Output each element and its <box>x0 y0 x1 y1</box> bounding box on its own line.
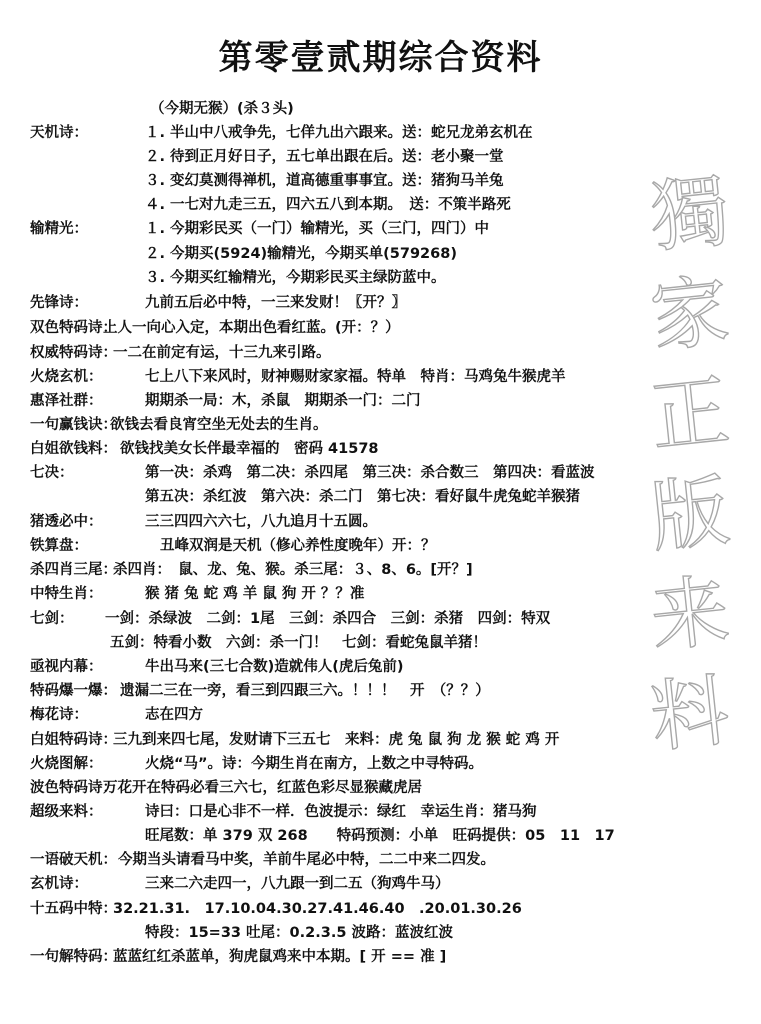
row-label: 杀四肖三尾： <box>30 562 117 578</box>
content-row <box>30 317 400 339</box>
row-text: ３. 今期买红输精光，今期彩民买主绿防蓝中。 <box>145 270 446 286</box>
row-label: 亟视内幕： <box>30 659 103 675</box>
content-row <box>30 801 537 823</box>
row-label: 波色特码诗： <box>30 780 117 796</box>
row-label: 一语破天机： <box>30 852 117 868</box>
row-text: 牛出马来(三七合数)造就伟人(虎后兔前) <box>145 659 404 675</box>
row-text: ２. 待到正月好日子，五七单出跟在后。送：老小聚一堂 <box>145 149 504 165</box>
row-text: 杀四肖： 鼠、龙、兔、猴。杀三尾：３、8、6。[开？] <box>113 562 473 578</box>
row-label: 中特生肖： <box>30 586 103 602</box>
row-label: 七决： <box>30 465 74 481</box>
content-row <box>30 535 436 557</box>
row-text: １. 半山中八戒争先，七佯九出六跟来。送：蛇兄龙弟玄机在 <box>145 125 533 141</box>
row-text: ３. 变幻莫测得禅机，道高德重事事宜。送：猪狗马羊兔 <box>145 173 504 189</box>
row-text: 旺尾数：单 379 双 268 特码预测：小单 旺码提供：05 11 17 <box>145 828 615 844</box>
content-row <box>30 704 203 726</box>
subtitle: （今期无猴）(杀３头) <box>150 101 294 117</box>
row-text: 上人一向心入定，本期出色看红蓝。(开：？） <box>103 320 400 336</box>
content-row <box>30 342 331 364</box>
row-text: 三三四四六六七，八九追月十五圆。 <box>145 514 377 530</box>
row-label: 一句解特码： <box>30 949 117 965</box>
content-row <box>30 511 377 533</box>
row-text: 期期杀一局：木，杀鼠 期期杀一门：二门 <box>145 393 421 409</box>
content-row <box>30 777 422 799</box>
content-row <box>30 946 447 968</box>
content-row <box>30 414 328 436</box>
page-title: 第零壹贰期综合资料 <box>218 38 543 78</box>
row-text: 第五决：杀红波 第六决：杀二门 第七决：看好鼠牛虎兔蛇羊猴猪 <box>145 489 580 505</box>
content-row <box>30 122 533 144</box>
row-text: 火烧“马”。诗：今期生肖在南方，上数之中寻特码。 <box>145 756 484 772</box>
watermark-stamp <box>645 165 735 765</box>
content-row <box>30 729 560 751</box>
row-text: ４. 一七对九走三五，四六五八到本期。 送：不策半路死 <box>145 197 511 213</box>
row-text: 七上八下来风时，财神赐财家家福。特单 特肖：马鸡兔牛猴虎羊 <box>145 369 566 385</box>
row-text: 五剑：特看小数 六剑：杀一门！ 七剑：看蛇兔鼠羊猪！ <box>110 635 487 651</box>
row-label: 火烧玄机： <box>30 369 103 385</box>
content-row <box>30 849 495 871</box>
row-label: 输精光： <box>30 221 88 237</box>
row-label: 七剑： <box>30 611 74 627</box>
content-row <box>30 583 365 605</box>
row-text: 一二在前定有运，十三九来引路。 <box>113 345 331 361</box>
row-text: １. 今期彩民买（一门）输精光，买（三门，四门）中 <box>145 221 490 237</box>
row-text: 蓝蓝红红杀蓝单，狗虎鼠鸡来中本期。[ 开 == 准 ] <box>113 949 447 965</box>
row-text: 九前五后必中特，一三来发财！〖开？〗 <box>145 295 406 311</box>
row-label: 梅花诗： <box>30 707 88 723</box>
row-text: 丑峰双润是天机（修心养性度晚年）开：？ <box>160 538 436 554</box>
row-label: 猪透必中： <box>30 514 103 530</box>
row-text: 志在四方 <box>145 707 203 723</box>
row-label: 铁算盘： <box>30 538 88 554</box>
row-text: 欲钱去看良宵空坐无处去的生肖。 <box>110 417 328 433</box>
row-label: 权威特码诗： <box>30 345 117 361</box>
row-label: 玄机诗： <box>30 876 88 892</box>
content-row <box>30 898 522 920</box>
content-row <box>30 753 484 775</box>
row-text: 猴 猪 兔 蛇 鸡 羊 鼠 狗 开 ？？准 <box>145 586 365 602</box>
row-label: 一句赢钱诀： <box>30 417 117 433</box>
row-text: 32.21.31. 17.10.04.30.27.41.46.40 .20.01.30.26 <box>113 901 522 917</box>
content-row <box>30 656 404 678</box>
row-text: 欲钱找美女长伴最幸福的 密码 41578 <box>120 441 379 457</box>
row-text: 遗漏二三在一旁，看三到四跟三六。！！！ 开 （？？） <box>120 683 490 699</box>
row-label: 天机诗： <box>30 125 88 141</box>
content-row <box>30 438 379 460</box>
row-label: 惠泽社群： <box>30 393 103 409</box>
row-label: 白姐欲钱料： <box>30 441 117 457</box>
row-text: 诗曰：口是心非不一样．色波提示：绿红 幸运生肖：猪马狗 <box>145 804 537 820</box>
row-text: 特段：15=33 吐尾：0.2.3.5 波路：蓝波红波 <box>145 925 453 941</box>
watermark-char: 獨 <box>646 166 734 264</box>
row-text: 第一决：杀鸡 第二决：杀四尾 第三决：杀合数三 第四决：看蓝波 <box>145 465 595 481</box>
row-label: 十五码中特： <box>30 901 117 917</box>
content-row <box>30 608 551 630</box>
content-row <box>30 366 566 388</box>
content-row <box>30 292 406 314</box>
row-text: 今期当头请看马中奖，羊前牛尾必中特，二二中来二四发。 <box>118 852 495 868</box>
row-text: 一剑：杀绿波 二剑：1尾 三剑：杀四合 三剑：杀猪 四剑：特双 <box>105 611 551 627</box>
row-label: 超级来料： <box>30 804 103 820</box>
watermark-char: 料 <box>646 666 734 764</box>
row-label: 火烧图解： <box>30 756 103 772</box>
row-text: 三来二六走四一，八九跟一到二五（狗鸡牛马） <box>145 876 450 892</box>
row-label: 双色特码诗： <box>30 320 117 336</box>
row-label: 白姐特码诗： <box>30 732 117 748</box>
watermark-char: 版 <box>646 466 734 564</box>
content-row <box>30 559 473 581</box>
content-row <box>30 462 595 484</box>
row-label: 特码爆一爆： <box>30 683 117 699</box>
watermark-char: 家 <box>646 266 734 364</box>
content-row <box>30 390 421 412</box>
row-text: 三九到来四七尾，发财请下三五七 来料：虎 兔 鼠 狗 龙 猴 蛇 鸡 开 <box>113 732 560 748</box>
content-row <box>30 680 490 702</box>
content-row <box>30 873 450 895</box>
watermark-char: 正 <box>646 366 734 464</box>
row-label: 先锋诗： <box>30 295 88 311</box>
watermark-char: 来 <box>646 566 734 664</box>
row-text: ２. 今期买(5924)输精光，今期买单(579268) <box>145 246 457 262</box>
row-text: 万花开在特码必看三六七，红蓝色彩尽显猴藏虎居 <box>103 780 422 796</box>
content-row <box>30 218 490 240</box>
